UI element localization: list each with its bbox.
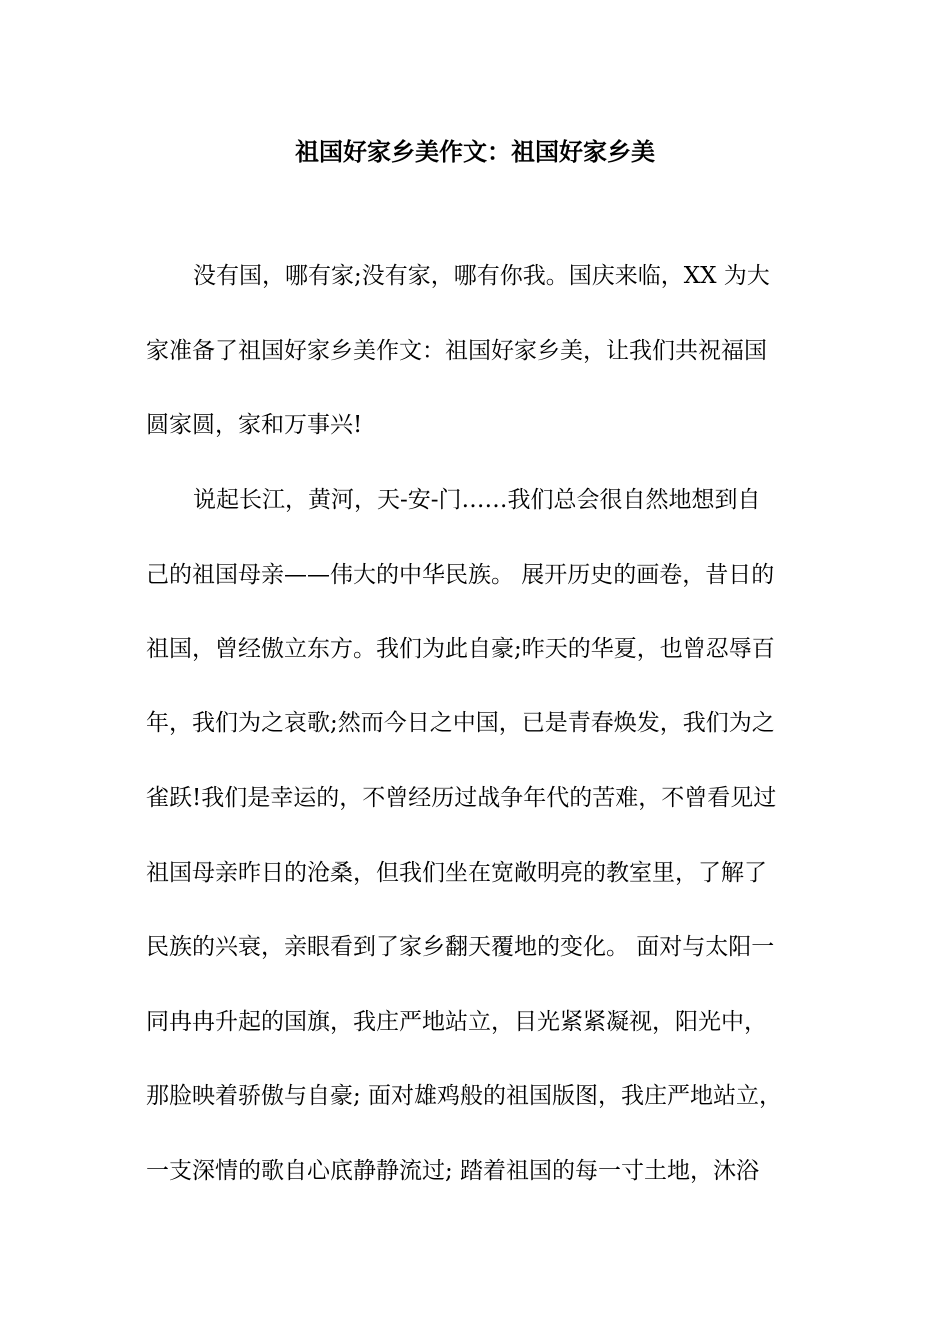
paragraph-2-line-4: 年，我们为之哀歌;然而今日之中国，已是青春焕发，我们为之 xyxy=(146,710,775,736)
paragraph-2-line-7: 民族的兴衰，亲眼看到了家乡翻天覆地的变化。 面对与太阳一 xyxy=(146,934,775,960)
paragraph-2-line-6: 祖国母亲昨日的沧桑，但我们坐在宽敞明亮的教室里，了解了 xyxy=(146,860,767,886)
paragraph-2-line-2: 己的祖国母亲——伟大的中华民族。 展开历史的画卷，昔日的 xyxy=(146,562,775,588)
paragraph-2-line-5: 雀跃!我们是幸运的，不曾经历过战争年代的苦难，不曾看见过 xyxy=(146,785,777,811)
paragraph-2-line-1: 说起长江，黄河，天-安-门……我们总会很自然地想到自 xyxy=(193,487,761,513)
paragraph-2-line-8: 同冉冉升起的国旗，我庄严地站立，目光紧紧凝视，阳光中， xyxy=(146,1009,767,1035)
paragraph-2-line-10: 一支深情的歌自心底静静流过; 踏着祖国的每一寸土地，沐浴 xyxy=(146,1158,760,1184)
paragraph-1-line-1: 没有国，哪有家;没有家，哪有你我。国庆来临，XX 为大 xyxy=(193,263,770,289)
paragraph-2-line-9: 那脸映着骄傲与自豪; 面对雄鸡般的祖国版图，我庄严地站立， xyxy=(146,1083,783,1109)
document-title: 祖国好家乡美作文：祖国好家乡美 xyxy=(295,137,655,166)
paragraph-1-line-2: 家准备了祖国好家乡美作文：祖国好家乡美，让我们共祝福国 xyxy=(146,338,767,364)
paragraph-2-line-3: 祖国，曾经傲立东方。我们为此自豪;昨天的华夏，也曾忍辱百 xyxy=(146,636,775,662)
paragraph-1-line-3: 圆家圆，家和万事兴! xyxy=(146,412,363,438)
